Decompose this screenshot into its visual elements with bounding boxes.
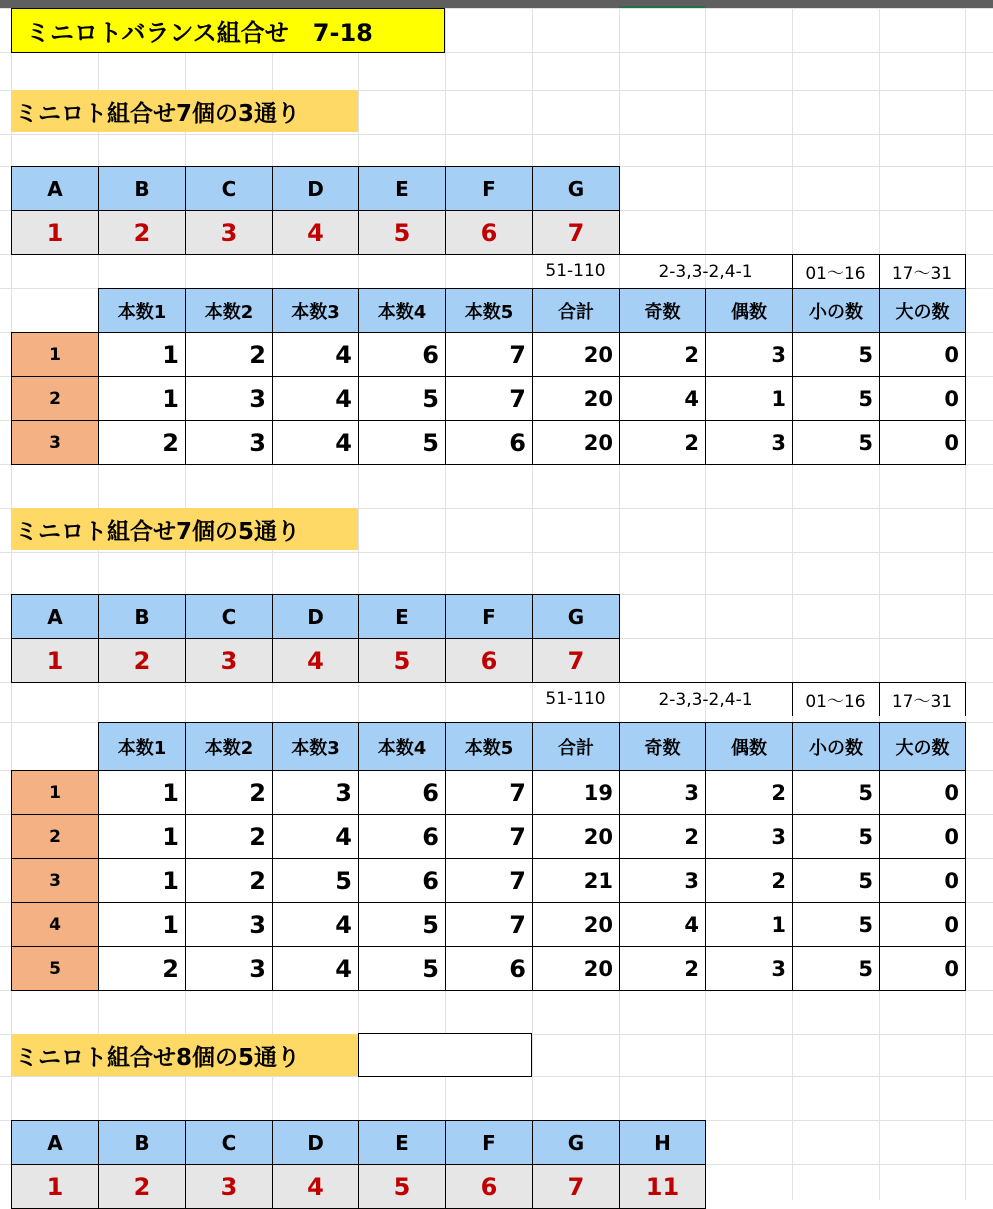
- key-number-cell[interactable]: 3: [185, 1164, 273, 1209]
- data-cell[interactable]: 5: [792, 770, 880, 815]
- key-number-cell[interactable]: 2: [98, 1164, 186, 1209]
- data-cell[interactable]: 2: [185, 770, 273, 815]
- column-header-cell[interactable]: 本数4: [358, 722, 446, 771]
- key-letter-cell[interactable]: F: [445, 166, 533, 211]
- row-index-cell[interactable]: 2: [11, 376, 99, 421]
- section-title[interactable]: ミニロト組合せ8個の5通り: [11, 1034, 358, 1076]
- data-cell[interactable]: 0: [879, 814, 966, 859]
- sheet-title[interactable]: ミニロトバランス組合せ 7-18: [11, 8, 445, 53]
- range-label-sum[interactable]: 51-110: [545, 261, 606, 281]
- data-cell[interactable]: 7: [445, 858, 533, 903]
- key-letter-cell[interactable]: H: [619, 1120, 706, 1165]
- key-number-cell[interactable]: 7: [532, 210, 620, 255]
- data-cell[interactable]: 4: [272, 946, 359, 991]
- key-number-cell[interactable]: 5: [358, 638, 446, 683]
- column-header-cell[interactable]: 本数5: [445, 722, 533, 771]
- column-header-cell[interactable]: 本数3: [272, 288, 359, 333]
- column-header-cell[interactable]: 本数2: [185, 722, 273, 771]
- key-letter-cell[interactable]: C: [185, 166, 273, 211]
- key-number-cell[interactable]: 5: [358, 210, 446, 255]
- column-header-strip[interactable]: [0, 0, 993, 8]
- key-letter-cell[interactable]: G: [532, 1120, 620, 1165]
- range-label-large[interactable]: 17～31: [891, 691, 953, 712]
- key-number-cell[interactable]: 11: [619, 1164, 706, 1209]
- key-letter-cell[interactable]: E: [358, 1120, 446, 1165]
- data-cell[interactable]: 6: [358, 814, 446, 859]
- row-index-cell[interactable]: 3: [11, 858, 99, 903]
- key-number-cell[interactable]: 3: [185, 638, 273, 683]
- data-cell[interactable]: 4: [272, 420, 359, 465]
- column-header-cell[interactable]: 小の数: [792, 288, 880, 333]
- data-cell[interactable]: 20: [532, 376, 620, 421]
- data-cell[interactable]: 21: [532, 858, 620, 903]
- data-cell[interactable]: 20: [532, 946, 620, 991]
- key-number-cell[interactable]: 2: [98, 638, 186, 683]
- data-cell[interactable]: 7: [445, 902, 533, 947]
- data-cell[interactable]: 1: [98, 858, 186, 903]
- data-cell[interactable]: 1: [98, 332, 186, 377]
- key-letter-cell[interactable]: D: [272, 166, 359, 211]
- data-cell[interactable]: 7: [445, 376, 533, 421]
- data-cell[interactable]: 5: [792, 902, 880, 947]
- key-letter-cell[interactable]: A: [11, 166, 99, 211]
- data-cell[interactable]: 0: [879, 420, 966, 465]
- key-number-cell[interactable]: 3: [185, 210, 273, 255]
- data-cell[interactable]: 5: [358, 946, 446, 991]
- data-cell[interactable]: 2: [185, 814, 273, 859]
- key-letter-cell[interactable]: A: [11, 1120, 99, 1165]
- section-title[interactable]: ミニロト組合せ7個の5通り: [11, 508, 358, 550]
- data-cell[interactable]: 0: [879, 332, 966, 377]
- data-cell[interactable]: 5: [792, 858, 880, 903]
- key-letter-cell[interactable]: F: [445, 594, 533, 639]
- section-title[interactable]: ミニロト組合せ7個の3通り: [11, 90, 358, 132]
- data-cell[interactable]: 4: [272, 376, 359, 421]
- range-label-odd-even[interactable]: 2-3,3-2,4-1: [619, 682, 792, 716]
- data-cell[interactable]: 2: [619, 814, 706, 859]
- data-cell[interactable]: 0: [879, 770, 966, 815]
- column-header-cell[interactable]: 本数2: [185, 288, 273, 333]
- column-header-cell[interactable]: 本数3: [272, 722, 359, 771]
- data-cell[interactable]: 5: [792, 946, 880, 991]
- data-cell[interactable]: 5: [792, 376, 880, 421]
- column-header-cell[interactable]: 奇数: [619, 722, 706, 771]
- data-cell[interactable]: 0: [879, 376, 966, 421]
- data-cell[interactable]: 20: [532, 332, 620, 377]
- data-cell[interactable]: 4: [272, 814, 359, 859]
- key-letter-cell[interactable]: F: [445, 1120, 533, 1165]
- data-cell[interactable]: 20: [532, 420, 620, 465]
- data-cell[interactable]: 5: [792, 814, 880, 859]
- key-number-cell[interactable]: 7: [532, 1164, 620, 1209]
- data-cell[interactable]: 3: [619, 770, 706, 815]
- key-number-cell[interactable]: 4: [272, 210, 359, 255]
- data-cell[interactable]: 2: [619, 332, 706, 377]
- column-header-cell[interactable]: 合計: [532, 288, 620, 333]
- key-letter-cell[interactable]: A: [11, 594, 99, 639]
- column-header-cell[interactable]: 本数1: [98, 288, 186, 333]
- key-letter-cell[interactable]: D: [272, 594, 359, 639]
- data-cell[interactable]: 3: [705, 420, 793, 465]
- row-index-cell[interactable]: 1: [11, 770, 99, 815]
- data-cell[interactable]: 19: [532, 770, 620, 815]
- row-index-cell[interactable]: 1: [11, 332, 99, 377]
- data-cell[interactable]: 6: [358, 858, 446, 903]
- key-number-cell[interactable]: 1: [11, 638, 99, 683]
- data-cell[interactable]: 2: [185, 858, 273, 903]
- data-cell[interactable]: 5: [358, 376, 446, 421]
- range-label-large[interactable]: 17～31: [891, 263, 953, 284]
- data-cell[interactable]: 20: [532, 902, 620, 947]
- column-header-cell[interactable]: 大の数: [879, 288, 966, 333]
- key-number-cell[interactable]: 6: [445, 1164, 533, 1209]
- data-cell[interactable]: 1: [705, 902, 793, 947]
- key-number-cell[interactable]: 1: [11, 210, 99, 255]
- data-cell[interactable]: 4: [272, 902, 359, 947]
- key-number-cell[interactable]: 5: [358, 1164, 446, 1209]
- data-cell[interactable]: 4: [619, 376, 706, 421]
- key-letter-cell[interactable]: G: [532, 166, 620, 211]
- range-label-small[interactable]: 01～16: [805, 691, 866, 712]
- key-number-cell[interactable]: 2: [98, 210, 186, 255]
- data-cell[interactable]: 0: [879, 946, 966, 991]
- data-cell[interactable]: 6: [445, 420, 533, 465]
- data-cell[interactable]: 4: [272, 332, 359, 377]
- key-letter-cell[interactable]: C: [185, 1120, 273, 1165]
- column-header-cell[interactable]: 本数5: [445, 288, 533, 333]
- data-cell[interactable]: 6: [445, 946, 533, 991]
- data-cell[interactable]: 3: [705, 332, 793, 377]
- row-index-cell[interactable]: 5: [11, 946, 99, 991]
- data-cell[interactable]: 5: [358, 420, 446, 465]
- row-index-cell[interactable]: 2: [11, 814, 99, 859]
- key-letter-cell[interactable]: E: [358, 166, 446, 211]
- column-header-cell[interactable]: 偶数: [705, 288, 793, 333]
- data-cell[interactable]: 0: [879, 902, 966, 947]
- data-cell[interactable]: 5: [358, 902, 446, 947]
- range-label-small[interactable]: 01～16: [805, 263, 866, 284]
- data-cell[interactable]: 6: [358, 332, 446, 377]
- key-letter-cell[interactable]: C: [185, 594, 273, 639]
- data-cell[interactable]: 20: [532, 814, 620, 859]
- row-index-cell[interactable]: 3: [11, 420, 99, 465]
- data-cell[interactable]: 2: [705, 770, 793, 815]
- data-cell[interactable]: 3: [619, 858, 706, 903]
- key-number-cell[interactable]: 6: [445, 210, 533, 255]
- key-number-cell[interactable]: 4: [272, 1164, 359, 1209]
- column-header-cell[interactable]: 小の数: [792, 722, 880, 771]
- data-cell[interactable]: 5: [792, 332, 880, 377]
- column-header-cell[interactable]: 偶数: [705, 722, 793, 771]
- key-letter-cell[interactable]: B: [98, 166, 186, 211]
- data-cell[interactable]: 3: [185, 420, 273, 465]
- data-cell[interactable]: 3: [272, 770, 359, 815]
- column-header-cell[interactable]: 奇数: [619, 288, 706, 333]
- data-cell[interactable]: 1: [98, 902, 186, 947]
- column-header-cell[interactable]: 本数1: [98, 722, 186, 771]
- data-cell[interactable]: 7: [445, 770, 533, 815]
- data-cell[interactable]: 2: [98, 946, 186, 991]
- key-number-cell[interactable]: 4: [272, 638, 359, 683]
- column-header-cell[interactable]: 大の数: [879, 722, 966, 771]
- data-cell[interactable]: 2: [98, 420, 186, 465]
- range-label-sum[interactable]: 51-110: [545, 689, 606, 709]
- data-cell[interactable]: 7: [445, 332, 533, 377]
- column-header-cell[interactable]: 合計: [532, 722, 620, 771]
- data-cell[interactable]: 1: [98, 770, 186, 815]
- data-cell[interactable]: 2: [619, 946, 706, 991]
- data-cell[interactable]: 5: [792, 420, 880, 465]
- key-letter-cell[interactable]: B: [98, 594, 186, 639]
- data-cell[interactable]: 3: [705, 946, 793, 991]
- key-letter-cell[interactable]: G: [532, 594, 620, 639]
- key-number-cell[interactable]: 7: [532, 638, 620, 683]
- data-cell[interactable]: 3: [185, 902, 273, 947]
- data-cell[interactable]: 3: [705, 814, 793, 859]
- data-cell[interactable]: 4: [619, 902, 706, 947]
- data-cell[interactable]: 5: [272, 858, 359, 903]
- key-letter-cell[interactable]: D: [272, 1120, 359, 1165]
- row-index-cell[interactable]: 4: [11, 902, 99, 947]
- data-cell[interactable]: 0: [879, 858, 966, 903]
- data-cell[interactable]: 1: [98, 376, 186, 421]
- key-number-cell[interactable]: 6: [445, 638, 533, 683]
- data-cell[interactable]: 3: [185, 376, 273, 421]
- data-cell[interactable]: 6: [358, 770, 446, 815]
- empty-input-cell[interactable]: [358, 1033, 532, 1077]
- data-cell[interactable]: 2: [619, 420, 706, 465]
- key-number-cell[interactable]: 1: [11, 1164, 99, 1209]
- data-cell[interactable]: 7: [445, 814, 533, 859]
- data-cell[interactable]: 1: [98, 814, 186, 859]
- range-label-odd-even[interactable]: 2-3,3-2,4-1: [619, 254, 792, 288]
- column-header-cell[interactable]: 本数4: [358, 288, 446, 333]
- data-cell[interactable]: 1: [705, 376, 793, 421]
- key-letter-cell[interactable]: E: [358, 594, 446, 639]
- key-letter-cell[interactable]: B: [98, 1120, 186, 1165]
- data-cell[interactable]: 2: [705, 858, 793, 903]
- data-cell[interactable]: 2: [185, 332, 273, 377]
- data-cell[interactable]: 3: [185, 946, 273, 991]
